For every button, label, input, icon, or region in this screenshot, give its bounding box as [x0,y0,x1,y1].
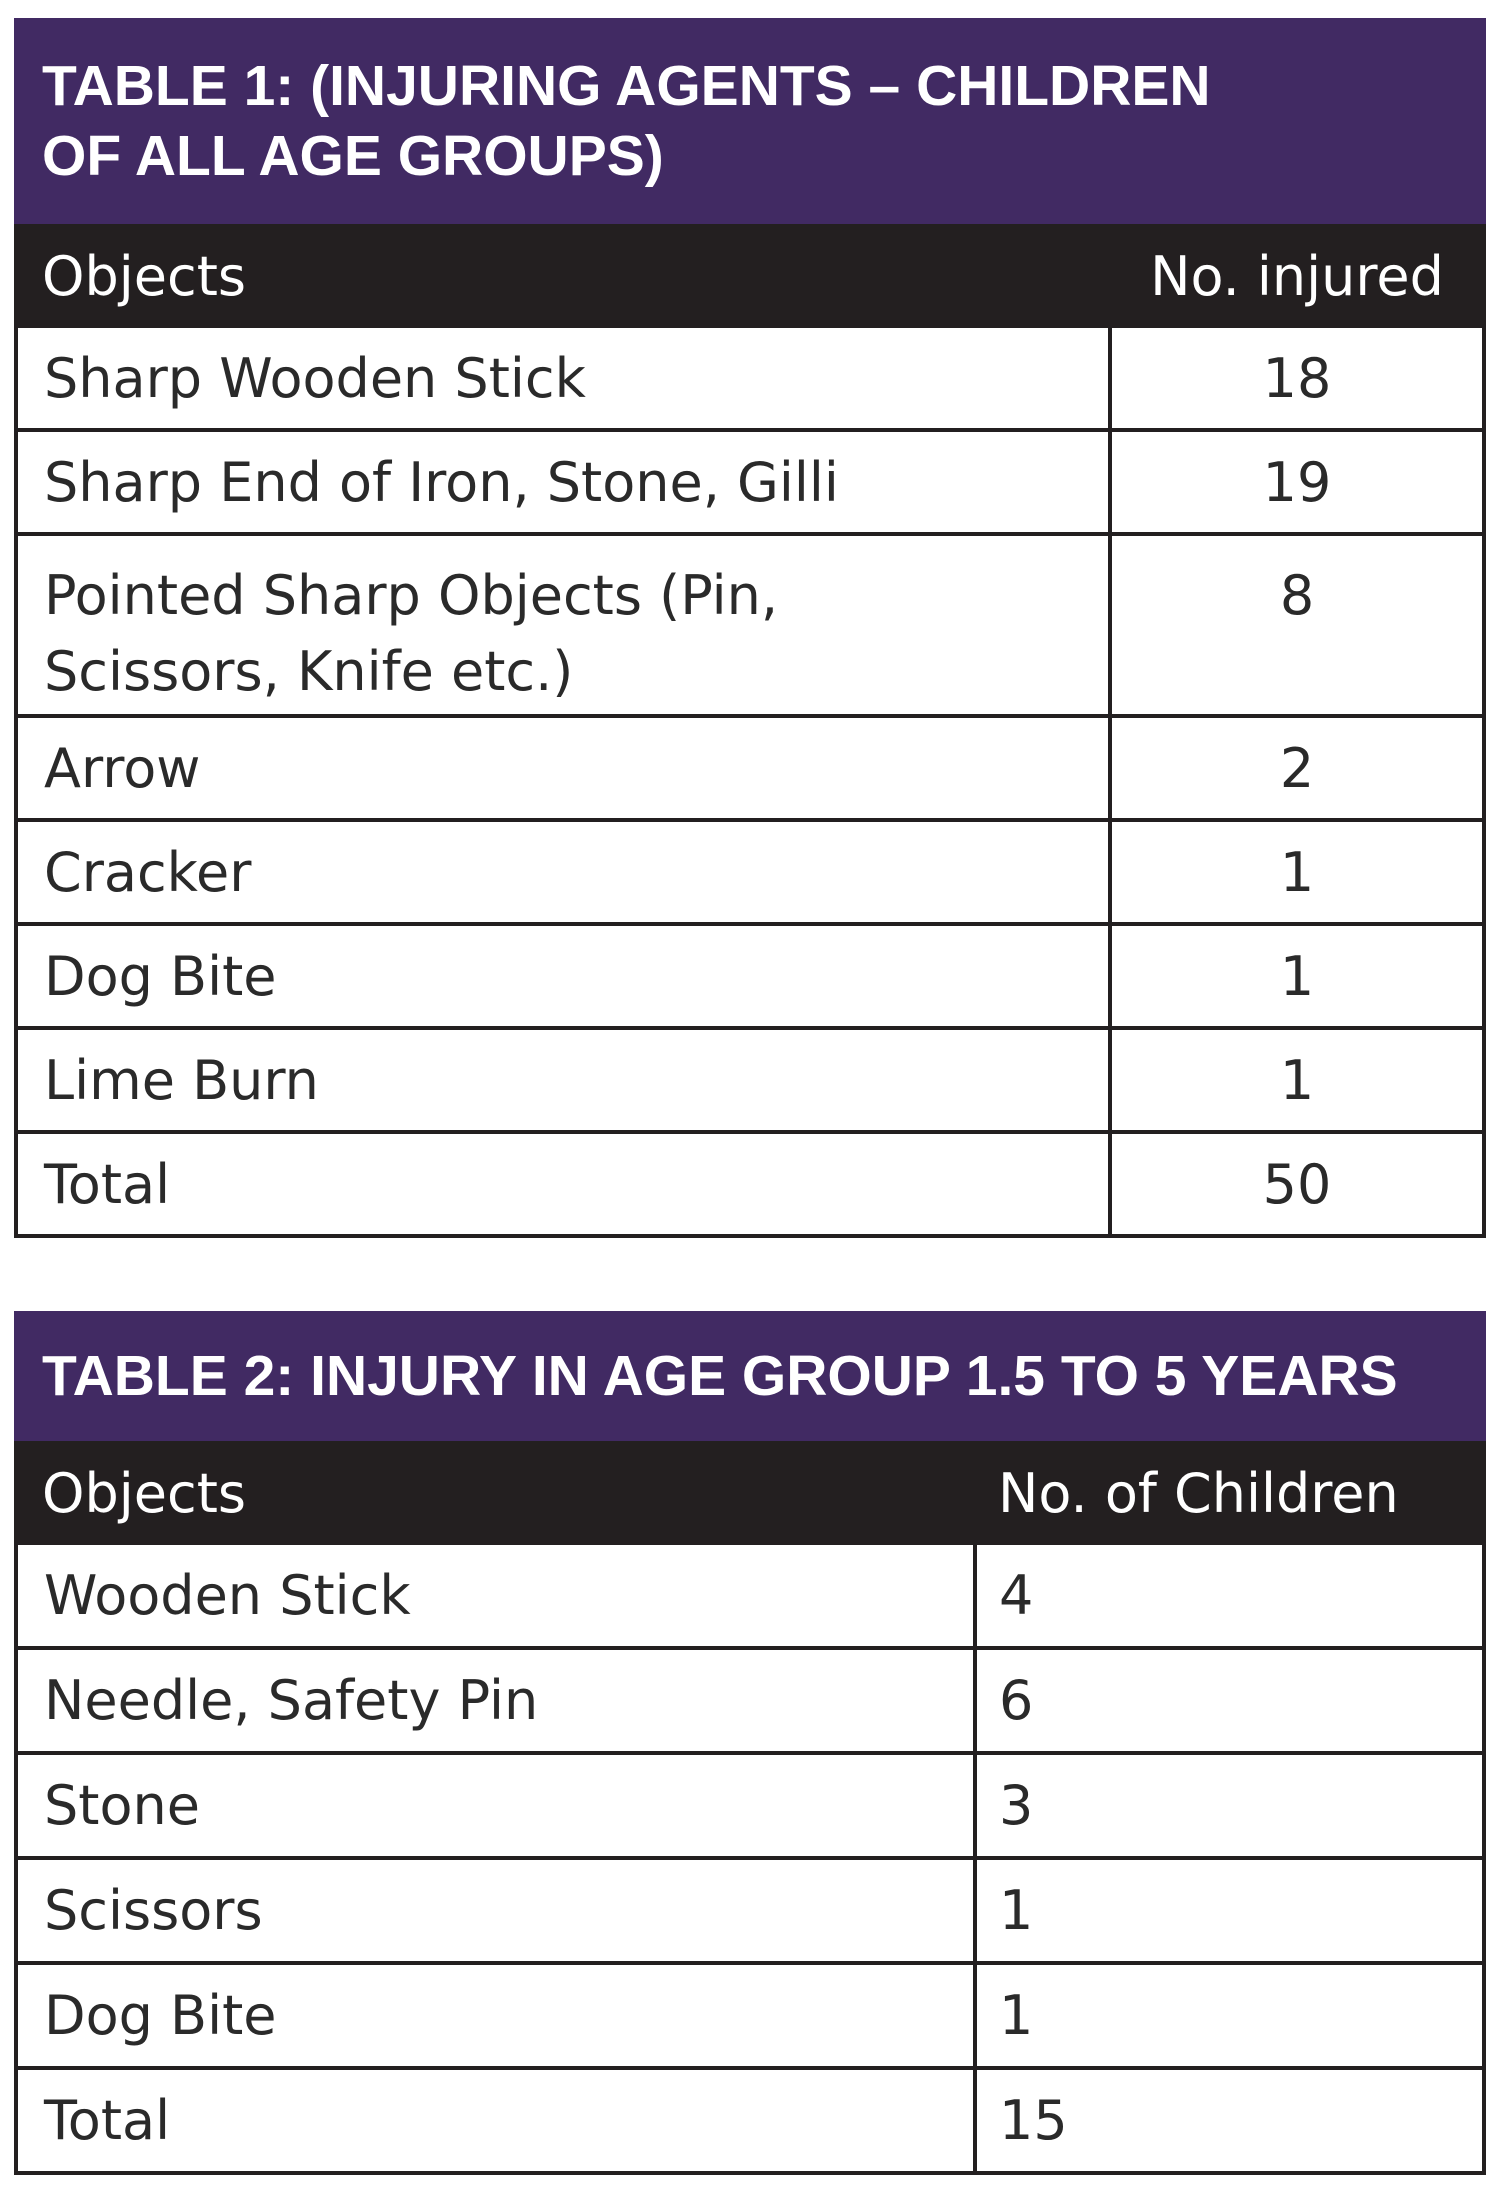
object-cell-line-1: Pointed Sharp Objects (Pin, [44,564,778,627]
total-label-cell: Total [44,1152,171,1216]
table-row [18,532,1482,714]
table-row [18,328,1482,428]
object-cell: Sharp Wooden Stick [44,346,586,410]
object-cell-line-2: Scissors, Knife etc.) [44,640,574,703]
total-label-cell: Total [44,2089,171,2152]
table-2-header-count: No. of Children [998,1461,1399,1525]
total-count-cell: 50 [1108,1134,1482,1234]
count-cell: 19 [1108,432,1482,532]
table-2-header-row [14,1441,1486,1545]
table-row [18,1646,1482,1751]
count-cell: 8 [1108,536,1482,714]
object-cell: Arrow [44,736,201,800]
table-1-title-line-1: TABLE 1: (INJURING AGENTS – CHILDREN [42,54,1211,118]
table-2-body [14,1545,1486,2175]
object-cell: Stone [44,1774,200,1837]
table-1 [14,18,1486,1238]
count-cell: 6 [973,1650,1482,1751]
table-1-header-count: No. injured [1150,244,1444,308]
table-2-header-objects: Objects [42,1461,247,1525]
object-cell: Dog Bite [44,944,277,1008]
table-1-header-row [14,224,1486,328]
count-cell: 18 [1108,328,1482,428]
table-1-title-line-2: OF ALL AGE GROUPS) [42,124,664,188]
count-cell: 1 [1108,926,1482,1026]
table-row [18,428,1482,532]
object-cell: Sharp End of Iron, Stone, Gilli [44,450,839,514]
table-row [18,1026,1482,1130]
table-row [18,1961,1482,2066]
count-cell: 1 [973,1860,1482,1961]
table-total-row [18,2066,1482,2171]
table-2-title: TABLE 2: INJURY IN AGE GROUP 1.5 TO 5 YEARS [14,1311,1486,1441]
object-cell: Dog Bite [44,1984,277,2047]
table-1-header-objects: Objects [42,244,247,308]
object-cell: Needle, Safety Pin [44,1669,539,1732]
table-2 [14,1311,1486,2175]
table-1-body [14,328,1486,1238]
count-cell: 3 [973,1755,1482,1856]
count-cell: 1 [1108,822,1482,922]
count-cell: 1 [973,1965,1482,2066]
object-cell: Scissors [44,1879,263,1942]
table-row [18,1751,1482,1856]
object-cell [18,536,1108,714]
count-cell: 2 [1108,718,1482,818]
object-cell: Lime Burn [44,1048,319,1112]
table-row [18,1856,1482,1961]
table-row [18,818,1482,922]
table-row [18,714,1482,818]
object-cell: Wooden Stick [44,1564,411,1627]
count-cell: 1 [1108,1030,1482,1130]
table-row [18,1545,1482,1646]
object-cell: Cracker [44,840,252,904]
table-row [18,922,1482,1026]
total-count-cell: 15 [973,2070,1482,2171]
table-1-title [14,18,1486,224]
table-total-row [18,1130,1482,1234]
count-cell: 4 [973,1545,1482,1646]
